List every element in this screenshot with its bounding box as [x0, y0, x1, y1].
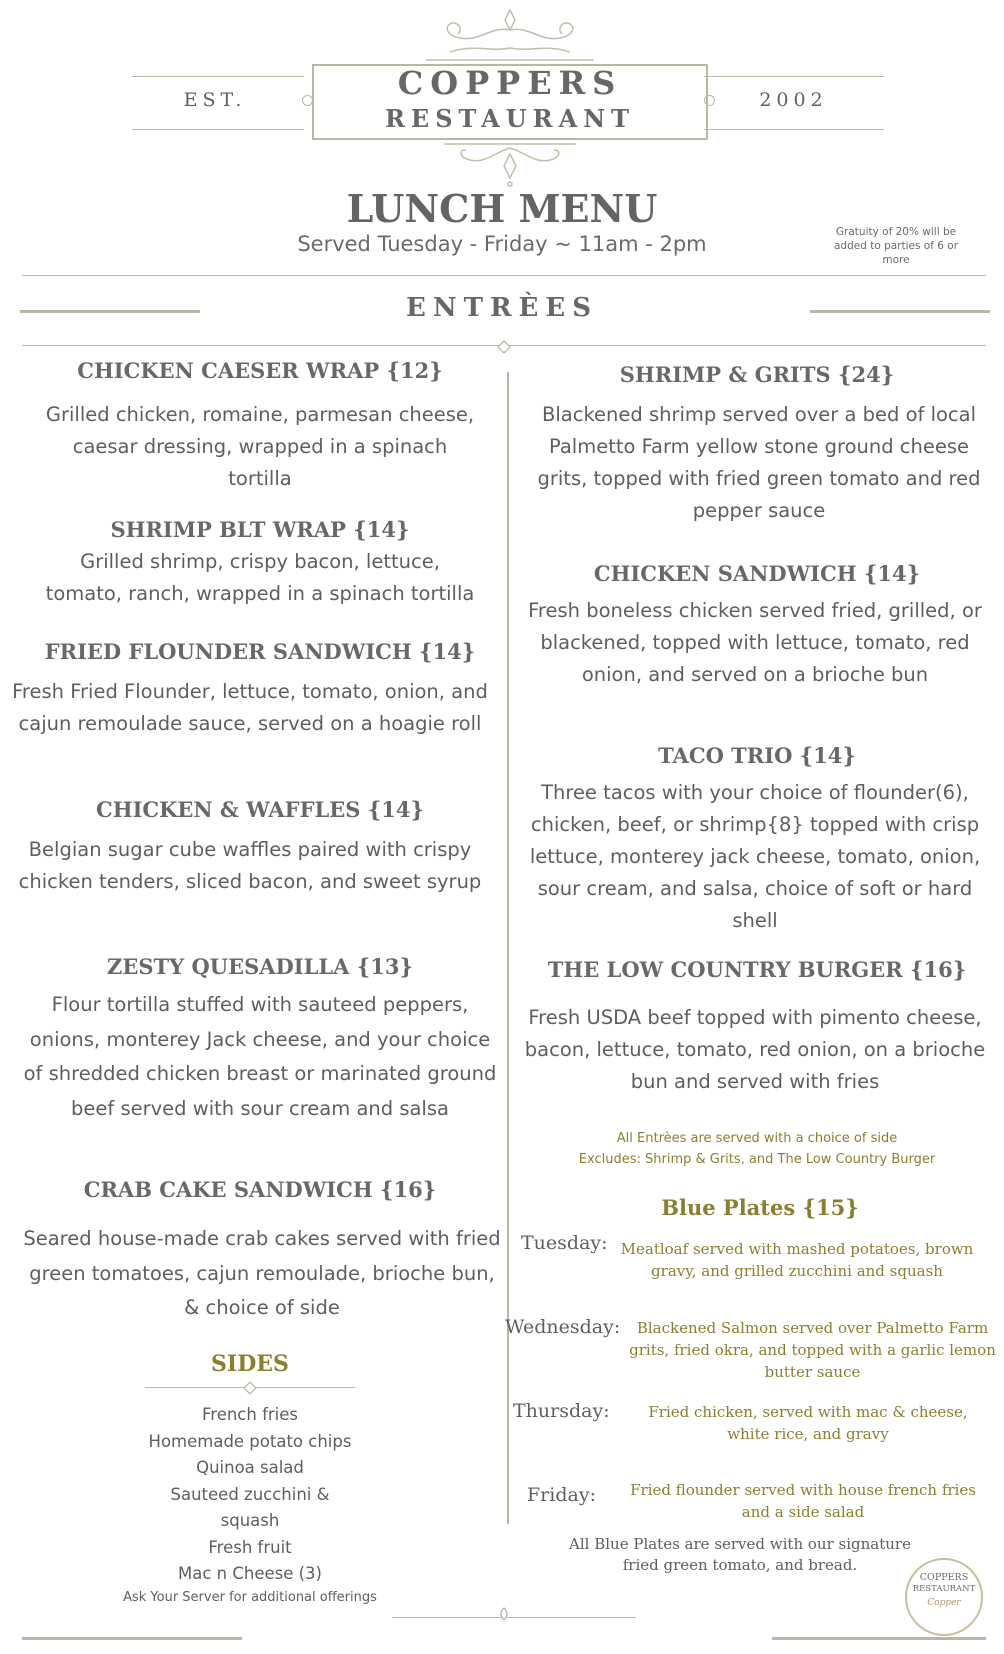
sides-list [110, 1402, 390, 1588]
est-year: 2002 [759, 89, 828, 111]
logo-script: Copper [927, 1598, 961, 1608]
side-item: Homemade potato chips [148, 1431, 352, 1451]
blue-plates-title: Blue Plates {15} [661, 1195, 859, 1220]
sides-divider-icon [240, 1381, 260, 1395]
blue-plate-day: Thursday: [513, 1400, 610, 1422]
ornament-top-icon [420, 8, 600, 64]
entree-description: Grilled shrimp, crispy bacon, lettuce, tomato, ranch, wrapped in a spinach tortilla [45, 550, 475, 605]
brand-name: COPPERS [397, 64, 623, 102]
side-note-line: Excludes: Shrimp & Grits, and The Low Country Burger [578, 1152, 936, 1167]
sides-title: SIDES [211, 1351, 289, 1377]
side-item: French fries [201, 1405, 299, 1424]
entree-name: ZESTY QUESADILLA {13} [107, 954, 413, 979]
entree-description: Fresh boneless chicken served fried, grilled, or blackened, topped with lettuce, tomato, red onion, and served on a brioche bun [528, 599, 982, 686]
entree-name: CHICKEN SANDWICH {14} [593, 561, 921, 586]
brand-subname: RESTAURANT [384, 104, 636, 133]
brand-frame [312, 64, 708, 140]
ask-server-note: Ask Your Server for additional offerings [123, 1590, 377, 1605]
entree-side-note [520, 1128, 994, 1170]
blue-plate-description: Blackened Salmon served over Palmetto Farm grits, fried okra, and topped with a garlic lemon butter sauce [629, 1319, 996, 1381]
side-item: Sauteed zucchini & [170, 1484, 330, 1504]
served-hours: Served Tuesday - Friday ~ 11am - 2pm [297, 232, 707, 256]
blue-plate-day: Friday: [527, 1484, 596, 1506]
blue-plates-note: All Blue Plates are served with our signature fried green tomato, and bread. [569, 1535, 911, 1574]
entree-name: SHRIMP & GRITS {24} [619, 362, 895, 387]
section-title: ENTRÈES [406, 293, 598, 323]
blue-plate-day: Wednesday: [505, 1316, 621, 1338]
divider-diamond-icon [494, 340, 514, 354]
entree-description: Grilled chicken, romaine, parmesan cheese, caesar dressing, wrapped in a spinach tortilla [45, 403, 475, 490]
est-label: EST. [183, 89, 247, 111]
blue-plate-description: Meatloaf served with mashed potatoes, brown gravy, and grilled zucchini and squash [620, 1240, 974, 1280]
side-note-line: All Entrèes are served with a choice of side [616, 1131, 898, 1146]
footer-ornament-icon [494, 1606, 514, 1622]
entree-name: SHRIMP BLT WRAP {14} [110, 517, 410, 542]
entree-description: Fresh Fried Flounder, lettuce, tomato, onion, and cajun remoulade sauce, served on a hoagie roll [12, 680, 488, 735]
blue-plate-day: Tuesday: [521, 1232, 608, 1254]
side-item: Mac n Cheese (3) [177, 1564, 322, 1583]
gratuity-note: Gratuity of 20% will be added to parties of 6 or more [833, 226, 959, 266]
side-item: Quinoa salad [196, 1458, 304, 1477]
entree-name: TACO TRIO {14} [658, 743, 856, 768]
restaurant-logo [905, 1558, 983, 1636]
blue-plate-description: Fried flounder served with house french fries and a side salad [630, 1481, 976, 1521]
side-item: squash [220, 1511, 280, 1530]
logo-text: COPPERS [919, 1572, 969, 1583]
blue-plate-description: Fried chicken, served with mac & cheese, white rice, and gravy [648, 1403, 968, 1443]
entree-description: Blackened shrimp served over a bed of local Palmetto Farm yellow stone ground cheese grits, topped with fried green tomato and red pepper sauce [537, 403, 981, 522]
entree-description: Belgian sugar cube waffles paired with crispy chicken tenders, sliced bacon, and sweet syrup [18, 838, 482, 893]
entree-name: CRAB CAKE SANDWICH {16} [83, 1177, 437, 1202]
logo-text: RESTAURANT [912, 1584, 976, 1594]
entree-name: CHICKEN CAESER WRAP {12} [77, 358, 443, 383]
page-title: LUNCH MENU [346, 186, 658, 231]
entree-description: Seared house-made crab cakes served with fried green tomatoes, cajun remoulade, brioche bun, & choice of side [23, 1227, 501, 1319]
entree-description: Flour tortilla stuffed with sauteed peppers, onions, monterey Jack cheese, and your choice of shredded chicken breast or marinated ground beef served with sour cream and salsa [23, 993, 497, 1120]
ornament-bottom-icon [440, 140, 580, 188]
entree-name: THE LOW COUNTRY BURGER {16} [547, 957, 967, 982]
entree-name: CHICKEN & WAFFLES {14} [96, 797, 424, 822]
entree-name: FRIED FLOUNDER SANDWICH {14} [44, 639, 476, 664]
entree-description: Three tacos with your choice of flounder(6), chicken, beef, or shrimp{8} topped with crisp lettuce, monterey jack cheese, tomato, onion, sour cream, and salsa, choice of soft or hard shell [529, 781, 981, 932]
entree-description: Fresh USDA beef topped with pimento cheese, bacon, lettuce, tomato, red onion, on a brioche bun and served with fries [524, 1006, 986, 1093]
side-item: Fresh fruit [208, 1537, 292, 1557]
